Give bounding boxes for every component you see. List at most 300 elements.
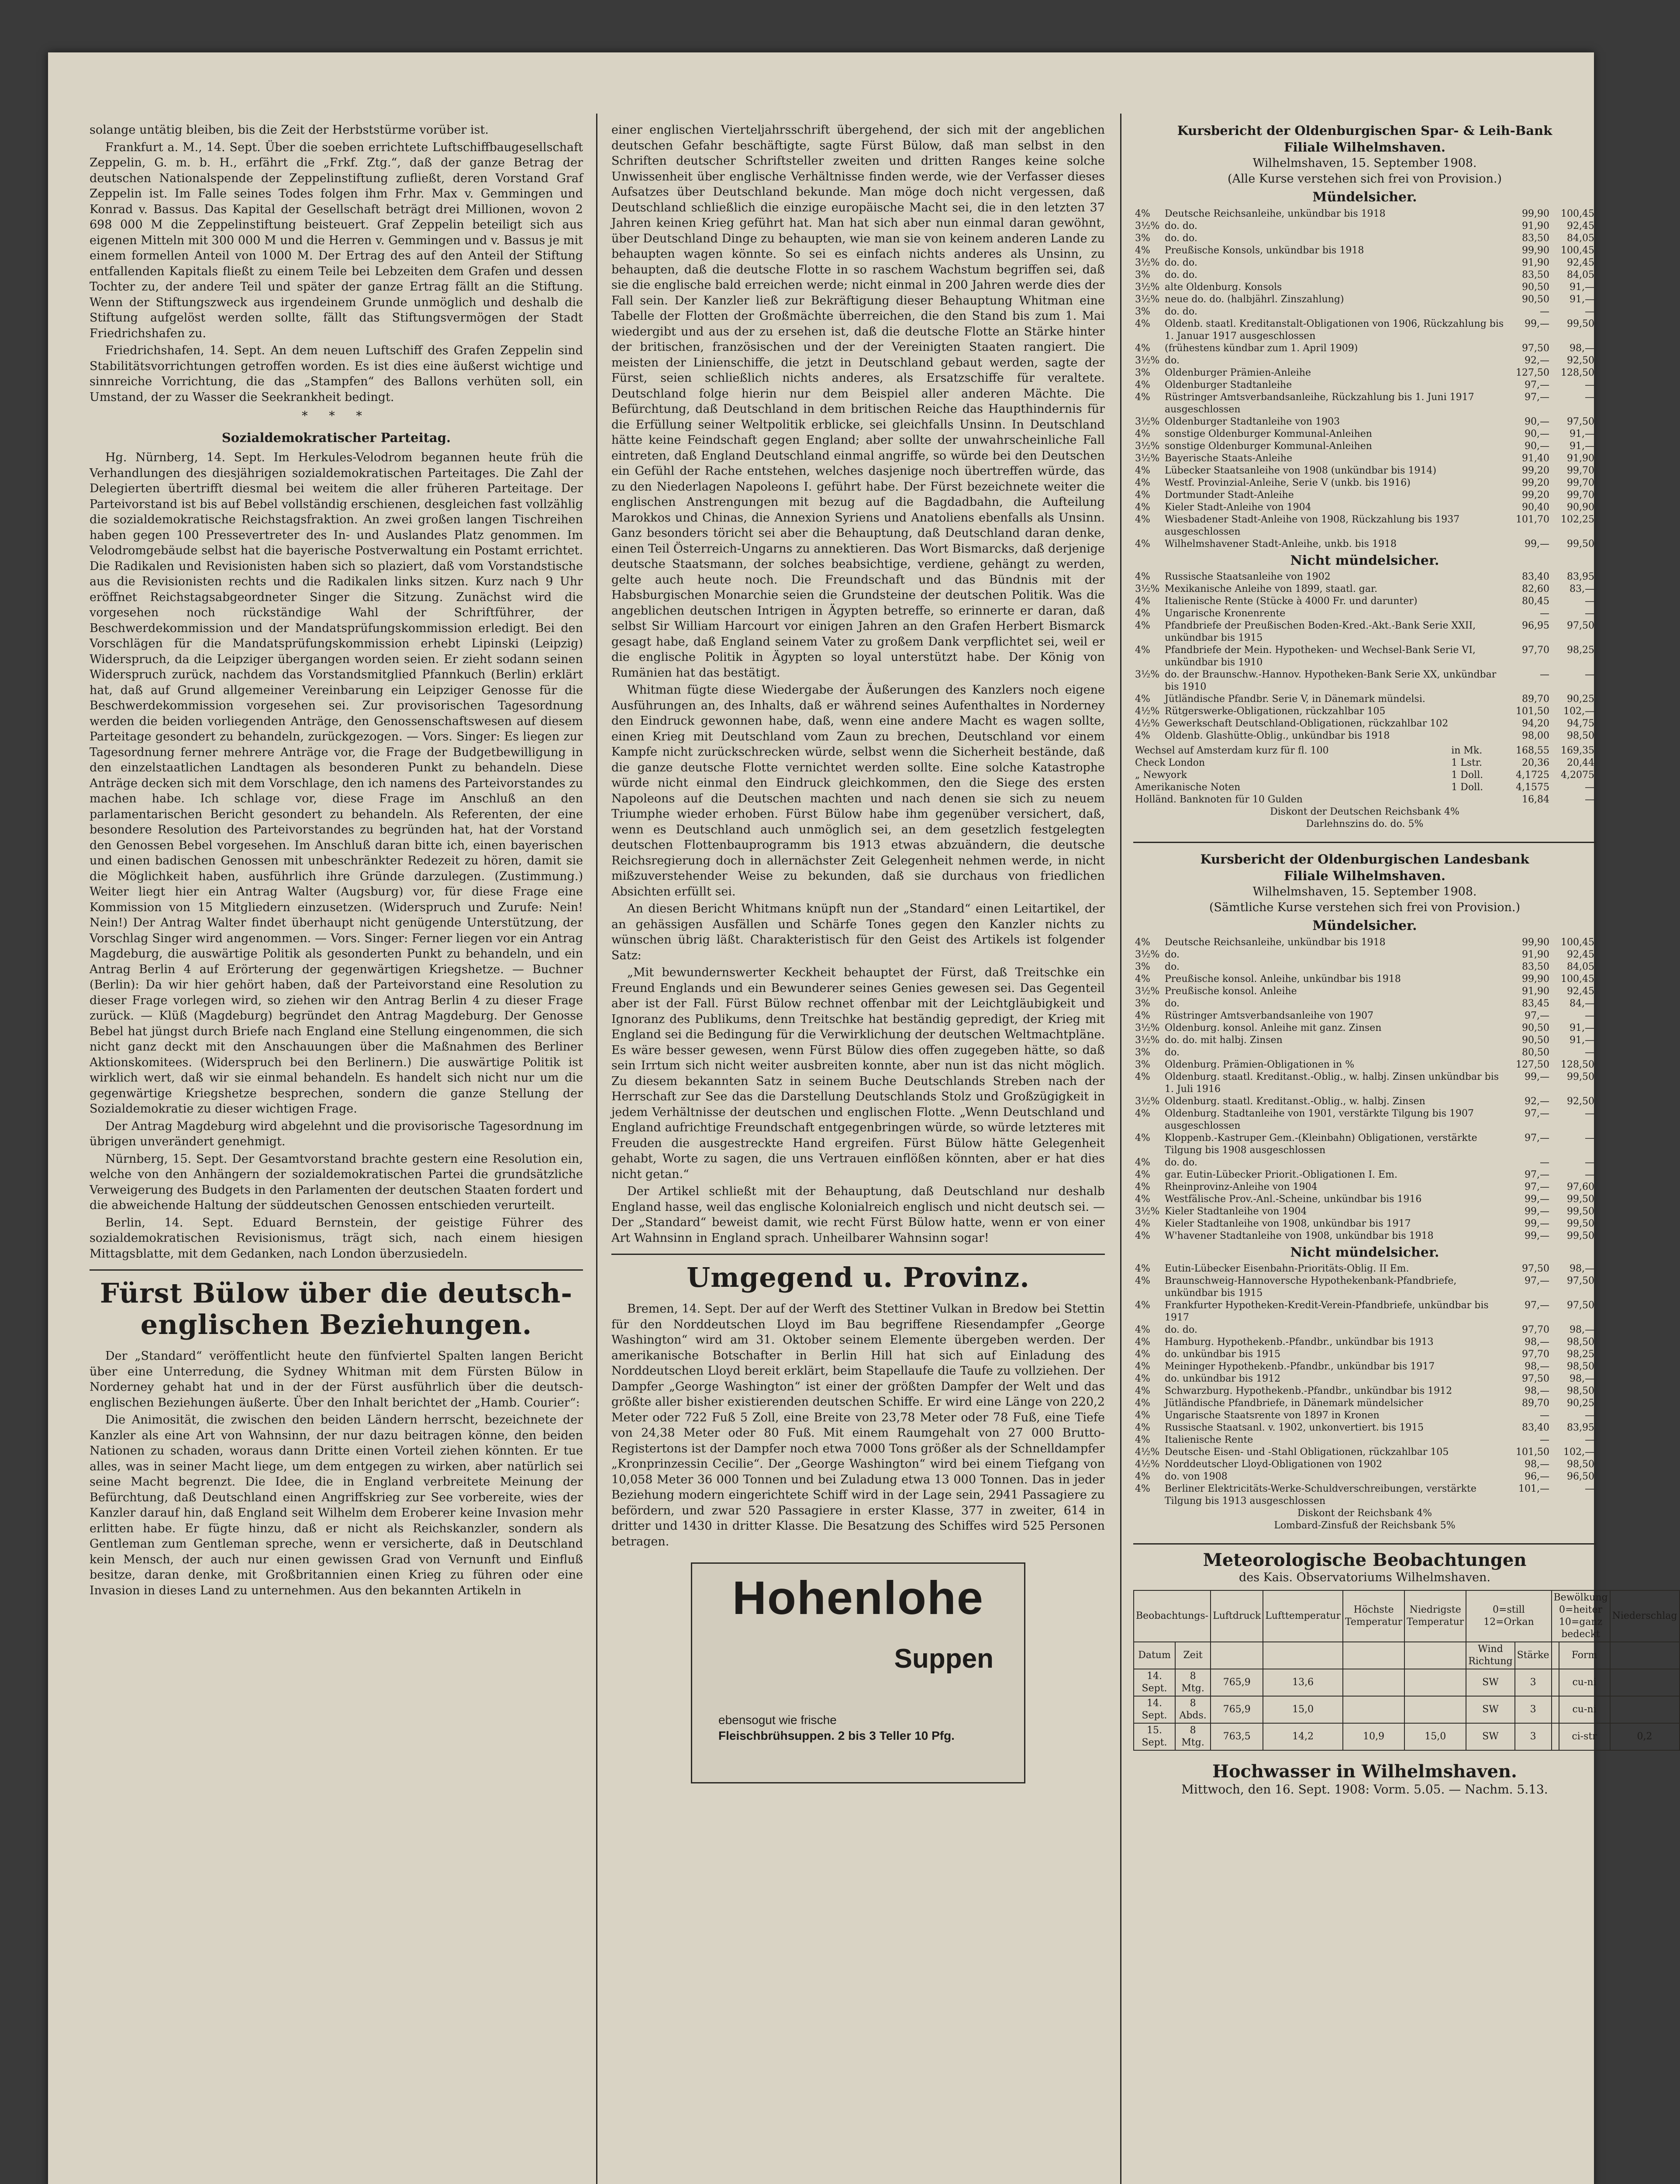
meteo-header: Niederschlag [1610, 1590, 1680, 1642]
rate-percent: 4% [1135, 1108, 1150, 1119]
meteo-row [1134, 1723, 1680, 1750]
rate-percent: 4% [1135, 1386, 1150, 1396]
rate-buy: 99,90 [1522, 973, 1549, 985]
rate-buy: 90,— [1525, 440, 1549, 452]
rate-sell: 99,50 [1567, 1230, 1594, 1241]
rate-sell: 92,45 [1567, 220, 1594, 232]
rate-percent: 3½% [1135, 1034, 1160, 1046]
section-title: Mündelsicher. [1312, 918, 1417, 933]
rate-security: Westf. Provinzial-Anleihe, Serie V (unkb. bis 1916) [1165, 477, 1411, 488]
rate-row [1133, 269, 1596, 281]
sparbank-report [1133, 122, 1596, 830]
rate-percent: 3½% [1135, 257, 1160, 268]
paragraph: Der Artikel schließt mit der Behauptung, daß Deutschland nur deshalb England hasse, weil das englische Kolonialreich englisch und nicht deutsch sei. — Der „Standard“ beweist damit, wie recht Fürst Bülow hatte, wenn er von einer Art Wahnsinn in England sprach. Unheilbarer Wahnsinn sogar! [611, 1185, 1105, 1245]
rate-sell: — [1585, 596, 1594, 607]
paragraph: Der Antrag Magdeburg wird abgelehnt und die provisorische Tagesordnung im übrigen unverändert genehmigt. [90, 1119, 583, 1148]
rate-buy: 127,50 [1516, 1059, 1549, 1070]
rate-percent: 3½% [1135, 453, 1160, 464]
rates-table [1133, 208, 1596, 550]
meteo-header: Datum [1134, 1642, 1175, 1669]
exchange-label: „ Newyork [1135, 770, 1187, 781]
rate-security: gar. Eutin-Lübecker Priorit.-Obligationen I. Em. [1165, 1169, 1397, 1180]
rate-sell: — [1585, 379, 1594, 390]
rate-percent: 4% [1135, 1218, 1150, 1229]
exchange-unit: in Mk. [1451, 745, 1483, 756]
meteo-cell [1552, 1696, 1559, 1723]
discount-line: Diskont der Deutschen Reichsbank 4% [1270, 806, 1459, 817]
exchange-label: Wechsel auf Amsterdam kurz für fl. 100 [1135, 745, 1329, 756]
meteo-cell [1610, 1669, 1680, 1696]
rate-row [1133, 477, 1596, 489]
rate-sell: 98,— [1570, 1263, 1594, 1274]
rate-buy: — [1540, 1410, 1549, 1421]
rate-percent: 3% [1135, 961, 1150, 972]
report-title: Kursbericht der Oldenburgischen Spar- & Leih-Bank [1177, 123, 1552, 138]
rate-sell: 128,50 [1561, 1059, 1594, 1070]
rate-sell: 97,50 [1567, 620, 1594, 631]
rate-security: Westfälische Prov.-Anl.-Scheine, unkündbar bis 1916 [1165, 1193, 1422, 1205]
meteo-cell: 763,5 [1211, 1723, 1263, 1750]
rate-sell: 98,50 [1567, 1459, 1594, 1470]
rate-security: do. [1165, 998, 1180, 1009]
rate-percent: 3½% [1135, 584, 1160, 594]
rate-security: W'havener Stadtanleihe von 1908, unkündbar bis 1918 [1165, 1230, 1434, 1241]
rate-percent: 3½% [1135, 669, 1160, 680]
exchange-unit [1449, 794, 1506, 806]
column-rule [1120, 114, 1121, 2184]
meteo-cell [1343, 1669, 1404, 1696]
rate-sell: — [1585, 306, 1594, 317]
rate-security: Eutin-Lübecker Eisenbahn-Prioritäts-Oblig. II Em. [1165, 1263, 1409, 1274]
rate-row [1133, 416, 1596, 428]
ad-copy [718, 1712, 955, 1744]
exchange-row [1133, 794, 1596, 806]
rate-buy: 97,— [1525, 1181, 1549, 1192]
rate-percent: 3½% [1135, 1095, 1160, 1107]
rate-security: do. do. [1165, 269, 1197, 280]
rate-buy: 89,70 [1522, 694, 1549, 705]
rate-row [1133, 583, 1596, 595]
rate-security: sonstige Oldenburger Kommunal-Anleihen [1165, 428, 1372, 439]
rate-percent: 3% [1135, 306, 1150, 317]
rate-buy: 99,20 [1522, 489, 1549, 501]
rate-percent: 4% [1135, 1410, 1150, 1421]
rate-percent: 4% [1135, 245, 1150, 256]
rate-percent: 4% [1135, 620, 1150, 631]
rate-row [1133, 1157, 1596, 1169]
section-divider: * * * [302, 409, 371, 423]
rate-percent: 4% [1135, 1471, 1150, 1482]
meteo-cell: 15,0 [1263, 1696, 1343, 1723]
rate-percent: 4% [1135, 1263, 1150, 1274]
rate-buy: 99,— [1525, 1071, 1549, 1082]
rate-buy: 97,— [1525, 1010, 1549, 1021]
paragraph: Hg. Nürnberg, 14. Sept. Im Herkules-Velodrom begannen heute früh die Verhandlungen des diesjährigen sozialdemokratischen Parteitages. Die Zahl der Delegierten übertrifft diesmal bei weitem die aller früheren Parteitage. Der Parteivorstand ist bis auf Bebel vollständig erschienen, desgleichen fast vollzählig die sozialdemokratische Reichstagsfraktion. An zwei großen langen Tischreihen haben gegen 100 Pressevertreter des In- und Auslandes Platz genommen. Im Velodromgebäude selbst hat die bayerische Postverwaltung ein Postamt errichtet. Die Radikalen und Revisionisten haben sich so plaziert, daß vom Vorstandstische aus die Revisionisten rechts und die Radikalen links sitzen. Kurz nach 9 Uhr eröffnet Reichstagsabgeordneter Singer die Sitzung. Zunächst wird die vorgesehen noch rückständige Wahl der Schriftführer, der Beschwerdekommission und der Mandatsprüfungskommission erledigt. Bei den Vorschlägen für die Mandatsprüfungskommission erhebt Lipinski (Leipzig) Widerspruch, da die Leipziger übergangen worden seien. Er zieht sodann seinen Widerspruch zurück, nachdem das Vorstandsmitglied Pfannkuch (Berlin) erklärt hat, daß auf Grund allgemeiner Vereinbarung ein Leipziger Genosse für die Beschwerdekommission vorgesehen sei. Zur provisorischen Tagesordnung werden die beiden vorliegenden Anträge, den Genossenschaftswesen auf diesem Parteitage gesondert zu behandeln, zurückgezogen. — Vors. Singer: Es liegen zur Tagesordnung ferner mehrere Anträge vor, die Frage der Budgetbewilligung in den einzelstaatlichen Landtagen als besonderen Punkt zu behandeln. Diese Anträge decken sich mit dem Vorschlage, den ich namens des Parteivorstandes zu machen habe. Ich schlage vor, diese Frage im Anschluß an den parlamentarischen Bericht gesondert zu behandeln. Als Referenten, der eine besondere Resolution des Parteivorstandes zu begründen hat, hat der Vorstand den Genossen Bebel vorgesehen. Im Anschluß daran bitte ich, einen bayerischen und einen badischen Genossen mit unbeschränkter Redezeit zu hören, damit sie die Möglichkeit haben, ausführlich ihre Gründe darzulegen. (Zustimmung.) Weiter liegt hier ein Antrag Walter (Augsburg) vor, für diese Frage eine Kommission von 15 Mitgliedern einzusetzen. (Widerspruch und Zurufe: Nein! Nein!) Der Antrag Walter findet überhaupt nicht genügende Unterstützung, der Vorschlag Singer wird angenommen. — Vors. Singer: Ferner liegen vor ein Antrag Magdeburg, die auswärtige Politik als gesonderten Punkt zu behandeln, und ein Antrag Berlin 4 auf Erörterung der gegenwärtigen Kriegshetze. — Buchner (Berlin): Da wir hier gehört haben, daß der Parteivorstand eine Resolution zu dieser Frage vorlegen wird, so ziehen wir den Antrag Berlin 4 zu dieser Frage zurück. — Klüß (Magdeburg) begründet den Antrag Magdeburg. Der Genosse Bebel hat jüngst durch Briefe nach England eine Stellung eingenommen, die sich nicht ganz deckt mit den Anschauungen über die Maßnahmen des Berliner Aktionskomitees. (Widerspruch bei den Berlinern.) Die auswärtige Politik ist wirklich wert, daß wir sie einmal behandeln. Es handelt sich nicht nur um die gegenwärtige Kriegshetze besprechen, sondern die ganze Stellung der Sozialdemokratie zu dieser wichtigen Frage. [90, 451, 583, 1116]
rate-buy: 99,— [1525, 1193, 1549, 1205]
rate-row [1133, 1132, 1596, 1157]
meteo-cell [1552, 1669, 1559, 1696]
paragraph: Die Animosität, die zwischen den beiden Ländern herrscht, bezeichnete der Kanzler als eine Art von Wahnsinn, der nur dazu beitragen könne, den beiden Nationen zu schaden, woraus dann Dritte einen Vorteil ziehen könnten. Er tue alles, was in seiner Macht liege, um dem entgegen zu wirken, aber natürlich sei seine Macht begrenzt. Die Idee, die in England verbreitete Meinung der Befürchtung, daß Deutschland einen Angriffskrieg zur See vorbereite, wies der Kanzler darauf hin, daß England seit Wilhelm dem Eroberer keine Invasion mehr erlitten habe. Er fügte hinzu, daß er nicht als Reichskanzler, sondern als Gentleman zum Gentleman spreche, wenn er versicherte, daß in Deutschland kein Mensch, der auch nur einen gewissen Grad von Vernunft und Einfluß besitze, daran denke, mit Großbritannien einen Krieg zu führen oder eine Invasion in dieses Land zu unternehmen. Aus den bekannten Artikeln in [90, 1413, 583, 1597]
rate-security: Oldenburg. Stadtanleihe von 1901, verstärkte Tilgung bis 1907 ausgeschlossen [1165, 1108, 1474, 1131]
exchange-label: Check London [1135, 757, 1205, 768]
rate-buy: 99,— [1525, 538, 1549, 549]
rate-row [1133, 1071, 1596, 1095]
rate-buy: 97,— [1525, 1169, 1549, 1180]
exchange-sell: 20,44 [1567, 757, 1594, 768]
meteo-header-empty [1211, 1642, 1263, 1669]
paragraph: Bremen, 14. Sept. Der auf der Werft des Stettiner Vulkan in Bredow bei Stettin für den Norddeutschen Lloyd im Bau begriffene Riesendampfer „George Washington“ wird am 31. Oktober seinem Elemente übergeben werden. Der amerikanische Botschafter in Berlin Hill hat sich auf Einladung des Norddeutschen Lloyd bereit erklärt, beim Stapellaufe die Taufe zu vollziehen. Der Dampfer „George Washington“ ist einer der größten Dampfer der Welt und das größte aller bisher existierenden deutschen Schiffe. Er wird eine Länge von 220,2 Meter oder 722 Fuß 5 Zoll, eine Breite von 23,78 Meter oder 78 Fuß, eine Tiefe von 24,38 Meter oder 80 Fuß. Mit einem Raumgehalt von 27 000 Brutto-Registertons ist der Dampfer noch etwa 7000 Tons größer als der Schnelldampfer „Kronprinzessin Cecilie“. Der „George Washington“ wird bei einem Tiefgang von 10,058 Meter 36 000 Tonnen und bei Zuladung etwa 13 000 Tonnen. Das in jeder Beziehung modern eingerichtete Schiff wird in der Lage sein, 2941 Passagiere zu befördern, und zwar 520 Passagiere in erster Klasse, 377 in zweiter, 614 in dritter und 1430 in dritter Klasse. Die Besatzung des Schiffes wird 525 Personen betragen. [611, 1302, 1105, 1548]
rate-sell: 83,95 [1567, 1422, 1594, 1433]
rate-row [1133, 1275, 1596, 1299]
meteo-cell: ci-str [1559, 1723, 1610, 1750]
rate-buy: 91,90 [1522, 949, 1549, 960]
rate-sell: 102,— [1563, 706, 1594, 717]
rate-row [1133, 379, 1596, 391]
rate-percent: 3½% [1135, 355, 1160, 366]
rate-buy: 99,90 [1522, 208, 1549, 219]
exchange-sell: — [1585, 794, 1594, 805]
rate-percent: 3% [1135, 998, 1150, 1009]
rate-buy: 97,— [1525, 1275, 1549, 1286]
meteo-header: Beobachtungs- [1134, 1590, 1211, 1642]
rate-buy: 98,— [1525, 1386, 1549, 1396]
rate-percent: 4% [1135, 318, 1150, 329]
rate-sell: 92,45 [1567, 985, 1594, 997]
rate-security: do. do. [1165, 232, 1197, 244]
rate-row [1133, 644, 1596, 669]
rate-buy: 83,50 [1522, 961, 1549, 972]
rate-sell: 98,50 [1567, 1361, 1594, 1372]
rate-security: Braunschweig-Hannoversche Hypothekenbank-Pfandbriefe, unkündbar bis 1915 [1165, 1275, 1457, 1299]
rate-percent: 4% [1135, 1398, 1150, 1409]
tide-line: Mittwoch, den 16. Sept. 1908: Vorm. 5.05. — Nachm. 5.13. [1181, 1782, 1548, 1797]
rate-row [1133, 1348, 1596, 1361]
rate-row [1133, 1434, 1596, 1446]
rate-security: Kieler Stadtanleihe von 1904 [1165, 1206, 1307, 1217]
rate-sell: 98,25 [1567, 1349, 1594, 1360]
rate-row [1133, 294, 1596, 306]
rate-row [1133, 1169, 1596, 1181]
landesbank-report [1133, 851, 1596, 1532]
rate-security: Kloppenb.-Kastruper Gem.-(Kleinbahn) Obligationen, verstärkte Tilgung bis 1908 ausgeschlossen [1165, 1132, 1477, 1156]
rate-sell: 98,50 [1567, 1337, 1594, 1348]
rate-buy: 83,45 [1522, 998, 1549, 1009]
paragraph: Frankfurt a. M., 14. Sept. Über die soeben errichtete Luftschiffbaugesellschaft Zeppelin, G. m. b. H., erfährt die „Frkf. Ztg.“, daß der ganze Betrag der deutschen Nationalspende der Zeppelinstiftung zufließt, deren Vorstand Graf Zeppelin ist. Im Falle seines Todes folgen ihm Frhr. Max v. Gemmingen und Konrad v. Bassus. Das Kapital der Gesellschaft beträgt drei Millionen, wovon 2 698 000 M die Zeppelinstiftung beisteuert. Graf Zeppelin beteiligt sich aus eigenen Mitteln mit 300 000 M und die Herren v. Gemmingen und v. Bassus je mit einem formellen Anteil von 1000 M. Der Ertrag des auf den Anteil der Stiftung entfallenden Kapitals fließt zu einem Teile bei Lebzeiten dem Grafen und dessen Tochter zu, der andere Teil und später der ganze Ertrag fällt an die Stiftung. Wenn der Stiftungszweck aus irgendeinem Grunde unmöglich und deshalb die Stiftung aufgelöst werden sollte, fällt das Stiftungsvermögen der Stadt Friedrichshafen zu. [90, 140, 583, 340]
rate-buy: 80,45 [1522, 596, 1549, 607]
rate-percent: 4% [1135, 477, 1150, 488]
rate-sell: — [1585, 1483, 1594, 1494]
rate-percent: 3½% [1135, 440, 1160, 452]
rate-security: Rüstringer Amtsverbandsanleihe, Rückzahlung bis 1. Juni 1917 ausgeschlossen [1165, 391, 1474, 415]
exchange-buy: 168,55 [1516, 745, 1549, 756]
rate-security: Deutsche Eisen- und -Stahl Obligationen, rückzahlbar 105 [1165, 1447, 1449, 1458]
rate-buy: 80,50 [1522, 1047, 1549, 1058]
rate-row [1133, 1095, 1596, 1108]
rate-percent: 4% [1135, 1157, 1150, 1168]
rate-row [1133, 342, 1596, 355]
rate-percent: 4% [1135, 694, 1150, 705]
meteo-header-empty [1404, 1642, 1466, 1669]
rate-buy: 97,50 [1522, 1373, 1549, 1384]
exchange-unit: 1 Doll. [1451, 782, 1483, 793]
rate-percent: 4% [1135, 973, 1150, 985]
section-title: Nicht mündelsicher. [1290, 553, 1439, 568]
rate-sell: 99,50 [1567, 318, 1594, 329]
section-headline: Umgegend u. Provinz. [611, 1254, 1105, 1293]
rate-buy: 98,— [1525, 1361, 1549, 1372]
rate-sell: 84,05 [1567, 961, 1594, 972]
rate-percent: 4% [1135, 1349, 1150, 1360]
rate-buy: 101,50 [1516, 1447, 1549, 1458]
rate-security: Russische Staatsanleihe von 1902 [1165, 571, 1331, 582]
paragraph: solange untätig bleiben, bis die Zeit der Herbststürme vorüber ist. [90, 123, 489, 137]
rate-percent: 4½% [1135, 718, 1160, 729]
rate-sell: 99,50 [1567, 1206, 1594, 1217]
meteo-cell [1610, 1696, 1680, 1723]
meteo-header: Höchste Temperatur [1343, 1590, 1404, 1642]
rate-sell: 83,— [1570, 584, 1594, 594]
ad-product: Suppen [894, 1644, 994, 1674]
column-rule [596, 114, 597, 2184]
rate-security: Ungarische Staatsrente von 1897 in Kronen [1165, 1410, 1380, 1421]
rates-table [1133, 571, 1596, 742]
column-right [1133, 122, 1677, 2184]
meteo-cell [1404, 1696, 1466, 1723]
rate-security: Dortmunder Stadt-Anleihe [1165, 489, 1294, 501]
report-date: Wilhelmshaven, 15. September 1908. [1252, 156, 1477, 170]
rate-percent: 4% [1135, 1300, 1150, 1311]
rate-security: Rüstringer Amtsverbandsanleihe von 1907 [1165, 1010, 1374, 1021]
rate-buy: 127,50 [1516, 367, 1549, 378]
discount-line: Lombard-Zinsfuß der Reichsbank 5% [1274, 1520, 1456, 1531]
rate-row [1133, 1034, 1596, 1047]
rate-security: Meininger Hypothekenb.-Pfandbr., unkündbar bis 1917 [1165, 1361, 1435, 1372]
rate-row [1133, 232, 1596, 245]
meteo-cell: 765,9 [1211, 1696, 1263, 1723]
meteo-cell: 14. Sept. [1134, 1669, 1175, 1696]
rate-sell: 99,70 [1567, 465, 1594, 476]
rate-percent: 4% [1135, 208, 1150, 219]
meteo-cell [1343, 1696, 1404, 1723]
rate-security: Schwarzburg. Hypothekenb.-Pfandbr., unkündbar bis 1912 [1165, 1386, 1452, 1396]
rate-security: Oldenb. Glashütte-Oblig., unkündbar bis 1918 [1165, 730, 1390, 741]
rate-row [1133, 208, 1596, 220]
rate-percent: 4½% [1135, 1447, 1160, 1458]
rate-percent: 4% [1135, 1169, 1150, 1180]
rate-percent: 4% [1135, 1181, 1150, 1192]
rate-sell: 91,— [1570, 294, 1594, 305]
rate-row [1133, 1010, 1596, 1022]
rate-row [1133, 730, 1596, 742]
report-branch: Filiale Wilhelmshaven. [1283, 140, 1445, 155]
rate-sell: 100,45 [1561, 245, 1594, 256]
rate-sell: 97,50 [1567, 416, 1594, 427]
rate-buy: 99,— [1525, 1218, 1549, 1229]
exchange-buy: 4,1575 [1516, 782, 1549, 793]
rate-percent: 4% [1135, 936, 1150, 948]
meteo-header: Niedrigste Temperatur [1404, 1590, 1466, 1642]
rate-sell: — [1585, 1157, 1594, 1168]
rate-security: Preußische Konsols, unkündbar bis 1918 [1165, 245, 1364, 256]
rate-percent: 3% [1135, 1047, 1150, 1058]
rate-buy: 101,50 [1516, 706, 1549, 717]
report-note: (Sämtliche Kurse verstehen sich frei von Provision.) [1209, 901, 1520, 914]
rate-row [1133, 1385, 1596, 1397]
rate-row [1133, 1299, 1596, 1324]
rate-row [1133, 1263, 1596, 1275]
report-title: Kursbericht der Oldenburgischen Landesbank [1200, 852, 1529, 867]
rate-percent: 4% [1135, 1422, 1150, 1433]
tide-title: Hochwasser in Wilhelmshaven. [1212, 1761, 1517, 1782]
rate-security: Pfandbriefe der Preußischen Boden-Kred.-Akt.-Bank Serie XXII, unkündbar bis 1915 [1165, 620, 1476, 643]
meteo-cell: 14. Sept. [1134, 1696, 1175, 1723]
meteo-title: Meteorologische Beobachtungen [1203, 1550, 1527, 1570]
column-left [90, 122, 583, 2184]
rate-buy: 92,— [1525, 355, 1549, 366]
rate-buy: 90,50 [1522, 1034, 1549, 1046]
rate-buy: 83,40 [1522, 571, 1549, 582]
rate-buy: — [1540, 1157, 1549, 1168]
rate-sell: 98,50 [1567, 1386, 1594, 1396]
rate-security: do. [1165, 355, 1180, 366]
rate-security: do. der Braunschw.-Hannov. Hypotheken-Bank Serie XX, unkündbar bis 1910 [1165, 669, 1497, 692]
exchange-buy: 4,1725 [1516, 770, 1549, 781]
rate-percent: 4% [1135, 645, 1150, 656]
rate-percent: 4% [1135, 1373, 1150, 1384]
rate-sell: 99,70 [1567, 477, 1594, 488]
paragraph: Whitman fügte diese Wiedergabe der Äußerungen des Kanzlers noch eigene Ausführungen an, des Inhalts, daß er während seines Aufenthaltes in Norderney den Eindruck gewonnen habe, daß, wenn eine andere Macht es wagen sollte, einen Krieg mit Deutschland vom Zaun zu brechen, Deutschland vor einem Kampfe nicht zurückschrecken würde, selbst wenn die Sicherheit bestände, daß die ganze deutsche Flotte vernichtet werden sollte. Eine solche Katastrophe würde nicht einmal den Eindruck gleichkommen, den die Siege des ersten Napoleons auf die Deutschen machten und nach denen sie sich zu neuem Triumphe wieder erhoben. Fürst Bülow habe ihm gegenüber versichert, daß, wenn es Deutschland auch unmöglich sei, an dem gesetzlich festgelegten deutschen Flottenbauprogramm bis 1913 etwas abzuändern, die deutsche Reichsregierung doch in allernächster Zeit Gelegenheit nehmen werde, in nicht mißzuverstehender Weise zu bekunden, daß sie durchaus von friedlichen Absichten erfüllt sei. [611, 683, 1105, 898]
meteo-header: 0=still 12=Orkan [1466, 1590, 1551, 1642]
rate-sell: 128,50 [1561, 367, 1594, 378]
rate-sell: 98,50 [1567, 730, 1594, 741]
rate-percent: 4% [1135, 489, 1150, 501]
rate-row [1133, 501, 1596, 514]
meteo-cell [1552, 1723, 1559, 1750]
rate-security: do. [1165, 949, 1180, 960]
rate-percent: 3½% [1135, 416, 1160, 427]
rate-security: Deutsche Reichsanleihe, unkündbar bis 1918 [1165, 936, 1386, 948]
rate-percent: 4½% [1135, 706, 1160, 717]
rate-row [1133, 1471, 1596, 1483]
rate-security: do. [1165, 1047, 1180, 1058]
rate-security: Wilhelmshavener Stadt-Anleihe, unkb. bis 1918 [1165, 538, 1397, 549]
rate-buy: 91,40 [1522, 453, 1549, 464]
rate-percent: 4% [1135, 1275, 1150, 1286]
rate-sell: 99,50 [1567, 1071, 1594, 1082]
meteo-cell [1404, 1669, 1466, 1696]
rate-row [1133, 220, 1596, 232]
rate-security: Russische Staatsanl. v. 1902, unkonvertiert. bis 1915 [1165, 1422, 1424, 1433]
rate-sell: — [1585, 608, 1594, 619]
rate-row [1133, 1022, 1596, 1034]
rate-percent: 4% [1135, 538, 1150, 549]
rate-row [1133, 1230, 1596, 1242]
rate-sell: 99,50 [1567, 1193, 1594, 1205]
rate-security: do. do. [1165, 1157, 1197, 1168]
rate-sell: 84,— [1570, 998, 1594, 1009]
rate-security: Kieler Stadtanleihe von 1908, unkündbar bis 1917 [1165, 1218, 1411, 1229]
exchange-table [1133, 745, 1596, 806]
rate-security: do. do. [1165, 257, 1197, 268]
rate-sell: 99,70 [1567, 489, 1594, 501]
rate-buy: 97,— [1525, 391, 1549, 403]
rate-buy: 97,70 [1522, 1324, 1549, 1335]
exchange-buy: 20,36 [1522, 757, 1549, 768]
rate-percent: 3% [1135, 269, 1150, 280]
divider [1133, 842, 1596, 843]
meteo-header: Stärke [1515, 1642, 1552, 1669]
rate-security: Oldenburg. konsol. Anleihe mit ganz. Zinsen [1165, 1022, 1382, 1033]
rate-sell: 100,45 [1561, 936, 1594, 948]
rate-security: Rütgerswerke-Obligationen, rückzahlbar 105 [1165, 706, 1386, 717]
rate-percent: 3½% [1135, 985, 1160, 997]
rate-buy: 97,— [1525, 1108, 1549, 1119]
rate-buy: 96,— [1525, 1471, 1549, 1482]
rate-buy: 83,50 [1522, 269, 1549, 280]
meteo-cell: 8 Mtg. [1175, 1723, 1211, 1750]
rate-sell: 91,— [1570, 1034, 1594, 1046]
rate-row [1133, 391, 1596, 416]
rate-security: Gewerkschaft Deutschland-Obligationen, rückzahlbar 102 [1165, 718, 1449, 729]
meteo-row [1134, 1696, 1680, 1723]
rate-row [1133, 428, 1596, 440]
discount-line: Darlehnszins do. do. 5% [1306, 819, 1424, 829]
rate-security: Rheinprovinz-Anleihe von 1904 [1165, 1181, 1318, 1192]
rate-buy: 101,70 [1516, 514, 1549, 525]
rate-buy: 99,20 [1522, 477, 1549, 488]
rate-sell: — [1585, 669, 1594, 680]
exchange-sell: 4,2075 [1561, 770, 1594, 781]
rate-buy: 97,— [1525, 379, 1549, 390]
paragraph: Friedrichshafen, 14. Sept. An dem neuen Luftschiff des Grafen Zeppelin sind Stabilitätsvorrichtungen getroffen worden. Es ist dies eine äußerst wichtige und sinnreiche Vorrichtung, die das „Stampfen“ des Ballons verhüten soll, ein Umstand, der zu Wasser die Seekrankheit bedingt. [90, 344, 583, 404]
rate-buy: 91,90 [1522, 985, 1549, 997]
rate-sell: — [1585, 1410, 1594, 1421]
section-title: Mündelsicher. [1312, 190, 1417, 205]
rate-sell: 94,75 [1567, 718, 1594, 729]
rate-row [1133, 936, 1596, 949]
meteo-cell: 765,9 [1211, 1669, 1263, 1696]
rate-sell: 92,50 [1567, 355, 1594, 366]
report-note: (Alle Kurse verstehen sich frei von Provision.) [1228, 172, 1502, 186]
ad-brand: Hohenlohe [732, 1571, 984, 1624]
rate-security: Lübecker Staatsanleihe von 1908 (unkündbar bis 1914) [1165, 465, 1437, 476]
meteo-cell: SW [1466, 1696, 1514, 1723]
rate-buy: 83,50 [1522, 232, 1549, 244]
rate-security: Frankfurter Hypotheken-Kredit-Verein-Pfandbriefe, unkündbar bis 1917 [1165, 1300, 1489, 1323]
meteo-cell: 10,9 [1343, 1723, 1404, 1750]
rate-row [1133, 1108, 1596, 1132]
rate-sell: 92,50 [1567, 1095, 1594, 1107]
rate-buy: 99,90 [1522, 936, 1549, 948]
rate-buy: 97,— [1525, 1300, 1549, 1311]
rate-buy: 99,— [1525, 1230, 1549, 1241]
rate-buy: 99,90 [1522, 245, 1549, 256]
rate-row [1133, 306, 1596, 318]
ad-line: Fleischbrühsuppen. 2 bis 3 Teller 10 Pfg. [718, 1729, 955, 1742]
rate-security: Berliner Elektricitäts-Werke-Schuldverschreibungen, verstärkte Tilgung bis 1913 ausgeschlossen [1165, 1483, 1476, 1507]
rate-sell: 90,90 [1567, 501, 1594, 513]
rate-row [1133, 281, 1596, 294]
rate-percent: 4% [1135, 501, 1150, 513]
rate-sell: — [1585, 1010, 1594, 1021]
rate-percent: 4% [1135, 1132, 1150, 1144]
report-date: Wilhelmshaven, 15. September 1908. [1252, 885, 1477, 898]
rate-percent: 4% [1135, 514, 1150, 525]
rate-security: Oldenburg. staatl. Kreditanst.-Oblig., w. halbj. Zinsen [1165, 1095, 1425, 1107]
rate-row [1133, 1059, 1596, 1071]
rate-sell: 98,— [1570, 1373, 1594, 1384]
paragraph: einer englischen Vierteljahrsschrift übergehend, der sich mit der angeblichen deutschen Gefahr beschäftigte, sagte Fürst Bülow, daß man selbst in den Schriften deutscher Schriftsteller zweiten und dritten Ranges keine solche Unwissenheit über englische Verhältnisse finden werde, wie der Verfasser dieses Aufsatzes über Deutschland bekunde. Man möge doch nicht vergessen, daß Deutschland schließlich die einzige europäische Macht sei, die in den letzten 37 Jahren keinen Krieg geführt hat. Man hat sich aber nun einmal daran gewöhnt, über Deutschland Dinge zu behaupten, wie man sie von keinem anderen Lande zu behaupten wagen könnte. So sei es einfach nichts anderes als Unsinn, zu behaupten, daß die deutsche Flotte in so raschem Wachstum begriffen sei, daß sie die englische bald erreichen werde; nicht einmal in 200 Jahren werde dies der Fall sein. Der Kanzler ließ zur Bekräftigung dieser Behauptung Whitman eine Tabelle der Flotten der Großmächte überreichen, die den Stand bis zum 1. Mai wiedergibt und aus der zu ersehen ist, daß die deutsche Flotte an Stärke hinter der britischen, französischen und der der Vereinigten Staaten rangiert. Die meisten der Linienschiffe, die jetzt in Deutschland gebaut werden, sagte der Fürst, seien schließlich nichts anderes, als Ersatzschiffe für veraltete. Deutschland folge hierin nur dem Beispiel aller anderen Mächte. Die Befürchtung, daß Deutschland in dem britischen Reiche das Haupthindernis für die Erfüllung seiner Weltpolitik erblicke, sei gleichfalls Unsinn. In Deutschland hätte keine Feindschaft gegen England; aber sollte der unwahrscheinliche Fall eintreten, daß England Deutschland einmal angriffe, so würde bei den Deutschen ein Gefühl der Rache entstehen, welches dasjenige noch übertreffen würde, das zu den Niederlagen Napoleons I. geführt habe. Der Fürst bezeichnete weiter die englischen Anstrengungen mit bezug auf die Bagdadbahn, die Aufteilung Marokkos und Chinas, die Annexion Syriens und Anatoliens ebenfalls als Unsinn. Ganz besonders töricht sei aber die Behauptung, daß Deutschland daran denke, einen Teil Österreich-Ungarns zu annektieren. Das Wort Bismarcks, daß derjenige deutsche Staatsmann, der solches beabsichtige, verdiene, gehängt zu werden, gelte auch heute noch. Die Freundschaft und das Bündnis mit der Habsburgischen Monarchie seien die Grundsteine der deutschen Politik. Was die angeblichen deutschen Intrigen in Ägypten betreffe, so erinnerte er daran, daß selbst Sir William Harcourt vor einigen Jahren an den Grafen Herbert Bismarck gesagt habe, daß England seinem Vater zu großem Dank verpflichtet sei, weil er die englische Politik in Ägypten so loyal unterstützt habe. Der König von Rumänien hat das bestätigt. [611, 123, 1105, 680]
